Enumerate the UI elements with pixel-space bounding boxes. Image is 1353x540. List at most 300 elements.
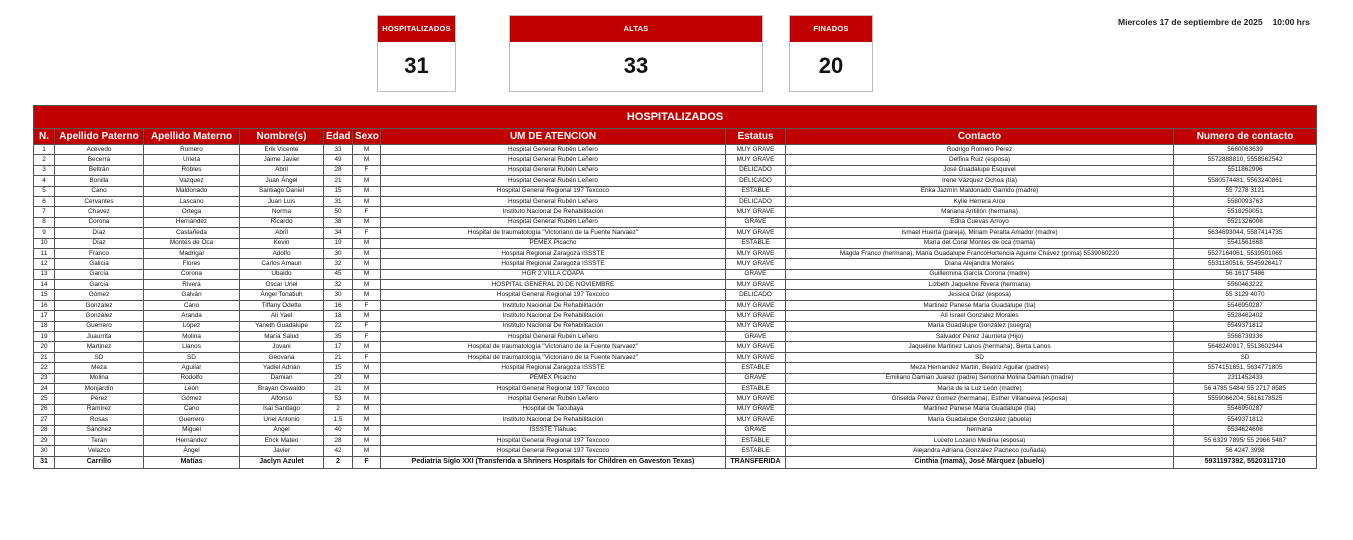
table-cell: HOSPITAL GENERAL 20 DE NOVIEMBRE — [381, 280, 726, 290]
table-cell: Jessica Díaz (esposa) — [786, 290, 1174, 300]
table-cell: 12 — [34, 259, 55, 269]
table-cell: José Guadalupe Esquivel — [786, 165, 1174, 175]
stat-card-value: 20 — [818, 53, 844, 78]
table-cell: Monjardín — [55, 383, 144, 393]
table-cell: 5531180516, 5545926417 — [1174, 259, 1317, 269]
table-cell: Hospital General Regional 197 Texcoco — [381, 290, 726, 300]
table-cell: 5 — [34, 186, 55, 196]
table-cell: ESTABLE — [726, 186, 786, 196]
table-cell: F — [353, 228, 381, 238]
table-cell: 5518250051 — [1174, 207, 1317, 217]
table-cell: 3 — [34, 165, 55, 175]
table-cell: González — [55, 311, 144, 321]
table-cell: Instituto Nacional De Rehabilitación — [381, 207, 726, 217]
table-cell: GRAVE — [726, 373, 786, 383]
table-cell: Pediatría Siglo XXI (Transferida a Shriners Hospitals for Children en Gaveston Texas) — [381, 456, 726, 468]
table-cell: Jaqueline Martinez Lanos (hermana), Berta Lanos — [786, 342, 1174, 352]
table-cell: M — [353, 446, 381, 456]
table-cell: Damian — [240, 373, 324, 383]
table-cell: 29 — [324, 373, 353, 383]
table-cell: Rivera — [144, 280, 240, 290]
column-header: Nombre(s) — [240, 129, 324, 145]
table-row — [34, 446, 1317, 456]
column-header: UM DE ATENCION — [381, 129, 726, 145]
table-row — [34, 248, 1317, 258]
table-cell: SD — [55, 352, 144, 362]
table-cell: María de la Luz León (madre) — [786, 383, 1174, 393]
table-cell: MUY GRAVE — [726, 300, 786, 310]
stat-card-finados — [789, 15, 873, 92]
table-cell: 14 — [34, 280, 55, 290]
table-cell: Chavez — [55, 207, 144, 217]
table-cell: Becerra — [55, 155, 144, 165]
table-cell: 31 — [324, 196, 353, 206]
table-cell: 5549371812 — [1174, 415, 1317, 425]
table-cell: 26 — [34, 404, 55, 414]
table-cell: Griselda Perez Gomez (hermana), Esther Villanueva (esposa) — [786, 394, 1174, 404]
table-cell: Cano — [144, 404, 240, 414]
table-cell: 30 — [324, 248, 353, 258]
table-cell: F — [353, 352, 381, 362]
table-cell: Delfina Ruiz (esposa) — [786, 155, 1174, 165]
table-cell: Acevedo — [55, 145, 144, 155]
table-cell: 33 — [324, 145, 353, 155]
table-cell: 56 1617 5486 — [1174, 269, 1317, 279]
column-header: Apellido Materno — [144, 129, 240, 145]
table-cell: 55 3129 4070 — [1174, 290, 1317, 300]
table-cell: MUY GRAVE — [726, 280, 786, 290]
table-cell: López — [144, 321, 240, 331]
table-cell: M — [353, 259, 381, 269]
table-cell: Geovana — [240, 352, 324, 362]
table-row — [34, 207, 1317, 217]
table-row — [34, 425, 1317, 435]
table-cell: Oscar Uriel — [240, 280, 324, 290]
table-cell: Molina — [55, 373, 144, 383]
table-row — [34, 196, 1317, 206]
table-cell: María Guadalupe González (abuela) — [786, 415, 1174, 425]
table-cell: Ortega — [144, 207, 240, 217]
table-cell: M — [353, 404, 381, 414]
table-cell: Hospital Regional Zaragoza ISSSTE — [381, 259, 726, 269]
table-cell: 53 — [324, 394, 353, 404]
table-cell: ESTABLE — [726, 383, 786, 393]
table-cell: M — [353, 415, 381, 425]
table-cell: Hospital General Rubén Leñero — [381, 145, 726, 155]
stat-card-label: HOSPITALIZADOS — [378, 16, 455, 42]
table-cell: GRAVE — [726, 425, 786, 435]
table-cell: Vazquez — [144, 176, 240, 186]
table-cell: Ángel Tonatiuh — [240, 290, 324, 300]
table-cell: Beltrán — [55, 165, 144, 175]
table-cell: Hospital de Tacubaya — [381, 404, 726, 414]
table-row — [34, 145, 1317, 155]
table-cell: Maldonado — [144, 186, 240, 196]
table-cell: M — [353, 155, 381, 165]
table-cell: Díaz — [55, 228, 144, 238]
table-cell: 11 — [34, 248, 55, 258]
table-cell: Gómez — [144, 394, 240, 404]
table-cell: Jovani — [240, 342, 324, 352]
table-cell: M — [353, 269, 381, 279]
table-row — [34, 238, 1317, 248]
table-cell: Martinez Panese María Guadalupe (tía) — [786, 300, 1174, 310]
table-cell: 20 — [34, 342, 55, 352]
table-cell: PEMEX Picacho — [381, 238, 726, 248]
table-cell: Ángel — [240, 425, 324, 435]
table-cell: 4 — [34, 176, 55, 186]
table-cell: MUY GRAVE — [726, 248, 786, 258]
column-header: Sexo — [353, 129, 381, 145]
table-cell: 5566739336 — [1174, 332, 1317, 342]
table-cell: 8 — [34, 217, 55, 227]
table-cell: 5546950287 — [1174, 300, 1317, 310]
table-cell: 5534624608 — [1174, 425, 1317, 435]
column-header-row — [34, 129, 1317, 145]
table-cell: MUY GRAVE — [726, 404, 786, 414]
table-cell: Díaz — [55, 238, 144, 248]
table-cell: Montés de Oca — [144, 238, 240, 248]
table-cell: 56 4247 3998 — [1174, 446, 1317, 456]
table-cell: Guerrero — [144, 415, 240, 425]
table-cell: Rosas — [55, 415, 144, 425]
table-cell: M — [353, 435, 381, 445]
table-cell: DELICADO — [726, 290, 786, 300]
table-cell: García — [55, 269, 144, 279]
table-cell: Hernández — [144, 435, 240, 445]
table-cell: F — [353, 321, 381, 331]
table-row — [34, 352, 1317, 362]
table-row — [34, 404, 1317, 414]
table-cell: Hospital General Regional 197 Texcoco — [381, 186, 726, 196]
table-row — [34, 415, 1317, 425]
table-cell: Ricardo — [240, 217, 324, 227]
table-cell: Instituto Nacional De Rehabilitación — [381, 311, 726, 321]
table-cell: 55 7278 3121 — [1174, 186, 1317, 196]
table-cell: Magda Franco (hermana), María Guadalupe FrancoHortencia Aguirre Chávez (prima) 5539060220 — [786, 248, 1174, 258]
table-row — [34, 435, 1317, 445]
table-cell: 18 — [34, 321, 55, 331]
table-row — [34, 342, 1317, 352]
table-cell: GRAVE — [726, 332, 786, 342]
table-cell: Tiffany Odette — [240, 300, 324, 310]
table-cell: 22 — [34, 363, 55, 373]
table-cell: 21 — [34, 352, 55, 362]
table-cell: Juaurrita — [55, 332, 144, 342]
table-cell: SD — [144, 352, 240, 362]
table-cell: M — [353, 280, 381, 290]
table-cell: MUY GRAVE — [726, 311, 786, 321]
table-cell: Erika Jazmín Maldonado Garrido (madre) — [786, 186, 1174, 196]
table-cell: ESTABLE — [726, 446, 786, 456]
table-cell: 28 — [324, 435, 353, 445]
table-cell: MUY GRAVE — [726, 207, 786, 217]
stat-card-label: ALTAS — [510, 16, 762, 42]
table-cell: DELICADO — [726, 196, 786, 206]
table-cell: M — [353, 196, 381, 206]
table-cell: Instituto Nacional De Rehabilitación — [381, 415, 726, 425]
table-cell: Miguel — [144, 425, 240, 435]
table-cell: Uriel Antonio — [240, 415, 324, 425]
table-cell: 15 — [34, 290, 55, 300]
table-cell: M — [353, 342, 381, 352]
table-cell: Rodolfo — [144, 373, 240, 383]
table-cell: M — [353, 238, 381, 248]
table-cell: ESTABLE — [726, 435, 786, 445]
table-cell: 15 — [324, 363, 353, 373]
table-cell: Guillermina García Corona (madre) — [786, 269, 1174, 279]
table-cell: Cinthia (mamá), José Márquez (abuelo) — [786, 456, 1174, 468]
table-cell: Gonzalez — [55, 300, 144, 310]
table-cell: hermana — [786, 425, 1174, 435]
table-cell: Aranda — [144, 311, 240, 321]
table-cell: Meza Hernandez Martin, Beatriz Aguilar (padres) — [786, 363, 1174, 373]
table-cell: 30 — [34, 446, 55, 456]
table-cell: Irene Vázquez Ochoa (tía) — [786, 176, 1174, 186]
table-cell: Hospital General Rubén Leñero — [381, 165, 726, 175]
table-cell: 28 — [34, 425, 55, 435]
table-body — [34, 145, 1317, 469]
table-cell: Corona — [144, 269, 240, 279]
table-cell: Pérez — [55, 394, 144, 404]
table-cell: 16 — [324, 300, 353, 310]
table-cell: Madrigal — [144, 248, 240, 258]
table-row — [34, 155, 1317, 165]
table-cell: 19 — [34, 332, 55, 342]
table-cell: M — [353, 186, 381, 196]
table-cell: 35 — [324, 332, 353, 342]
table-cell: Ubaldo — [240, 269, 324, 279]
table-cell: 5546950287 — [1174, 404, 1317, 414]
table-cell: Edna Cuevas Arroyo — [786, 217, 1174, 227]
table-cell: HGR 2 VILLA COAPA — [381, 269, 726, 279]
table-row — [34, 259, 1317, 269]
table-cell: Hospital Regional Zaragoza ISSSTE — [381, 248, 726, 258]
table-cell: M — [353, 217, 381, 227]
table-row — [34, 228, 1317, 238]
table-cell: Isai Santiago — [240, 404, 324, 414]
table-cell: M — [353, 394, 381, 404]
time-text: 10:00 hrs — [1272, 17, 1310, 27]
table-cell: Abril — [240, 228, 324, 238]
stat-card-value: 31 — [404, 53, 429, 78]
table-cell: 17 — [34, 311, 55, 321]
table-cell: Urieta — [144, 155, 240, 165]
date-text: Miercoles 17 de septiembre de 2025 — [1118, 17, 1263, 27]
table-cell: Hospital de traumatología "Victoriano de la Fuente Narvaez" — [381, 352, 726, 362]
table-cell: M — [353, 290, 381, 300]
table-cell: MUY GRAVE — [726, 259, 786, 269]
table-cell: 30 — [324, 290, 353, 300]
table-row — [34, 321, 1317, 331]
table-cell: 45 — [324, 269, 353, 279]
table-cell: Bonilla — [55, 176, 144, 186]
table-cell: DELICADO — [726, 165, 786, 175]
table-cell: 18 — [324, 311, 353, 321]
table-cell: 2 — [324, 456, 353, 468]
table-cell: 5560463222 — [1174, 280, 1317, 290]
table-cell: Romero — [144, 145, 240, 155]
table-cell: 5634693044, 5587414735 — [1174, 228, 1317, 238]
table-cell: Hospital General Rubén Leñero — [381, 394, 726, 404]
table-cell: Ramírez — [55, 404, 144, 414]
table-cell: Hospital General Rubén Leñero — [381, 176, 726, 186]
table-cell: MUY GRAVE — [726, 415, 786, 425]
table-cell: 21 — [324, 352, 353, 362]
table-cell: F — [353, 332, 381, 342]
table-cell: García — [55, 280, 144, 290]
table-cell: Meza — [55, 363, 144, 373]
table-cell: María del Coral Montes de oca (mama) — [786, 238, 1174, 248]
table-cell: 10 — [34, 238, 55, 248]
table-cell: 21 — [324, 383, 353, 393]
table-cell: Flores — [144, 259, 240, 269]
table-cell: Erick Mateo — [240, 435, 324, 445]
table-cell: María Guadalupe González (suegra) — [786, 321, 1174, 331]
table-cell: León — [144, 383, 240, 393]
table-cell: Kevin — [240, 238, 324, 248]
table-cell: F — [353, 207, 381, 217]
table-cell: Instituto Nacional De Rehabilitación — [381, 321, 726, 331]
table-cell: MUY GRAVE — [726, 145, 786, 155]
table-row — [34, 332, 1317, 342]
table-cell: 5521326008 — [1174, 217, 1317, 227]
table-cell: Salvador Pérez Jaurrieta (Hijo) — [786, 332, 1174, 342]
table-row — [34, 290, 1317, 300]
table-cell: 29 — [34, 435, 55, 445]
table-cell: 6 — [34, 196, 55, 206]
column-header: Apellido Paterno — [55, 129, 144, 145]
table-cell: Juan Luis — [240, 196, 324, 206]
table-cell: Diana Alejandra Morales — [786, 259, 1174, 269]
table-cell: SD — [786, 352, 1174, 362]
table-cell: 1 — [34, 145, 55, 155]
table-cell: 1.5 — [324, 415, 353, 425]
table-cell: Yaneth Guadalupe — [240, 321, 324, 331]
table-cell: Carlos Amaun — [240, 259, 324, 269]
hospitalized-table — [33, 105, 1317, 469]
table-row — [34, 165, 1317, 175]
table-cell: Corona — [55, 217, 144, 227]
table-cell: Martinez Panese María Guadalupe (tía) — [786, 404, 1174, 414]
table-cell: SD — [1174, 352, 1317, 362]
table-cell: 5511862996 — [1174, 165, 1317, 175]
stat-card-label: FINADOS — [790, 16, 872, 42]
table-cell: Juan Ángel — [240, 176, 324, 186]
table-cell: Abril — [240, 165, 324, 175]
table-row — [34, 394, 1317, 404]
table-cell: Hernández — [144, 217, 240, 227]
table-cell: Terán — [55, 435, 144, 445]
table-cell: Aguilar — [144, 363, 240, 373]
table-cell: Hospital de traumatología "Victoriano de la Fuente Narvaez" — [381, 342, 726, 352]
table-cell: Franco — [55, 248, 144, 258]
table-cell: Norma — [240, 207, 324, 217]
table-cell: PEMEX Picacho — [381, 373, 726, 383]
table-cell: Erik Vicente — [240, 145, 324, 155]
table-cell: 5528462402 — [1174, 311, 1317, 321]
table-cell: 5931197392, 5520311710 — [1174, 456, 1317, 468]
table-row — [34, 176, 1317, 186]
table-cell: M — [353, 373, 381, 383]
table-cell: 55 6329 7895/ 55 2966 5487 — [1174, 435, 1317, 445]
table-cell: Hospital General Rubén Leñero — [381, 155, 726, 165]
table-cell: MUY GRAVE — [726, 321, 786, 331]
table-cell: 32 — [324, 259, 353, 269]
table-cell: Lizbeth Jaqueline Rivera (hermana) — [786, 280, 1174, 290]
table-cell: Matías — [144, 456, 240, 468]
table-row — [34, 456, 1317, 468]
report-date — [1118, 17, 1320, 27]
table-cell: Carrillo — [55, 456, 144, 468]
table-cell: 5580574481, 5563240861 — [1174, 176, 1317, 186]
table-cell: Hospital General Regional 197 Texcoco — [381, 383, 726, 393]
table-cell: M — [353, 383, 381, 393]
table-cell: Galván — [144, 290, 240, 300]
table-cell: Kylie Herrera Arce — [786, 196, 1174, 206]
table-cell: 17 — [324, 342, 353, 352]
table-cell: Alejandra Adriana González Pacheco (cuñada) — [786, 446, 1174, 456]
table-cell: Hospital General Rubén Leñero — [381, 217, 726, 227]
table-cell: Cervantes — [55, 196, 144, 206]
table-cell: 9 — [34, 228, 55, 238]
table-row — [34, 363, 1317, 373]
table-cell: 5580093763 — [1174, 196, 1317, 206]
table-row — [34, 300, 1317, 310]
table-cell: Ismael Huerta (pareja), Miriam Peralta Amador (madre) — [786, 228, 1174, 238]
table-cell: Cano — [144, 300, 240, 310]
table-cell: 16 — [34, 300, 55, 310]
table-cell: Hospital General Rubén Leñero — [381, 332, 726, 342]
table-cell: Sánchez — [55, 425, 144, 435]
table-cell: 21 — [324, 176, 353, 186]
table-cell: Jaclyn Azulet — [240, 456, 324, 468]
table-cell: Lucero Lozano Medina (esposa) — [786, 435, 1174, 445]
table-cell: Hospital Regional Zaragoza ISSSTE — [381, 363, 726, 373]
table-cell: M — [353, 145, 381, 155]
table-cell: 23 — [34, 373, 55, 383]
column-header: N. — [34, 129, 55, 145]
table-cell: M — [353, 311, 381, 321]
table-cell: Instituto Nacional De Rehabilitación — [381, 300, 726, 310]
table-cell: 5541561668 — [1174, 238, 1317, 248]
table-cell: Guerrero — [55, 321, 144, 331]
table-cell: 32 — [324, 280, 353, 290]
table-cell: Robles — [144, 165, 240, 175]
table-cell: 5572888810, 5558562542 — [1174, 155, 1317, 165]
table-cell: Santiago Daniel — [240, 186, 324, 196]
table-cell: MUY GRAVE — [726, 394, 786, 404]
table-cell: 5660063639 — [1174, 145, 1317, 155]
table-cell: 19 — [324, 238, 353, 248]
table-row — [34, 186, 1317, 196]
table-cell: Yadiel Adrián — [240, 363, 324, 373]
table-cell: MUY GRAVE — [726, 352, 786, 362]
column-header: Estatus — [726, 129, 786, 145]
table-cell: GRAVE — [726, 269, 786, 279]
table-cell: Hospital General Regional 197 Texcoco — [381, 435, 726, 445]
table-cell: 25 — [34, 394, 55, 404]
table-cell: Galicia — [55, 259, 144, 269]
table-cell: Martinez — [55, 342, 144, 352]
table-cell: Ángel — [144, 446, 240, 456]
table-cell: 31 — [34, 456, 55, 468]
column-header: Contacto — [786, 129, 1174, 145]
table-cell: MUY GRAVE — [726, 155, 786, 165]
table-cell: ESTABLE — [726, 238, 786, 248]
table-cell: Rodrigo Romero Pérez — [786, 145, 1174, 155]
table-cell: Velazco — [55, 446, 144, 456]
